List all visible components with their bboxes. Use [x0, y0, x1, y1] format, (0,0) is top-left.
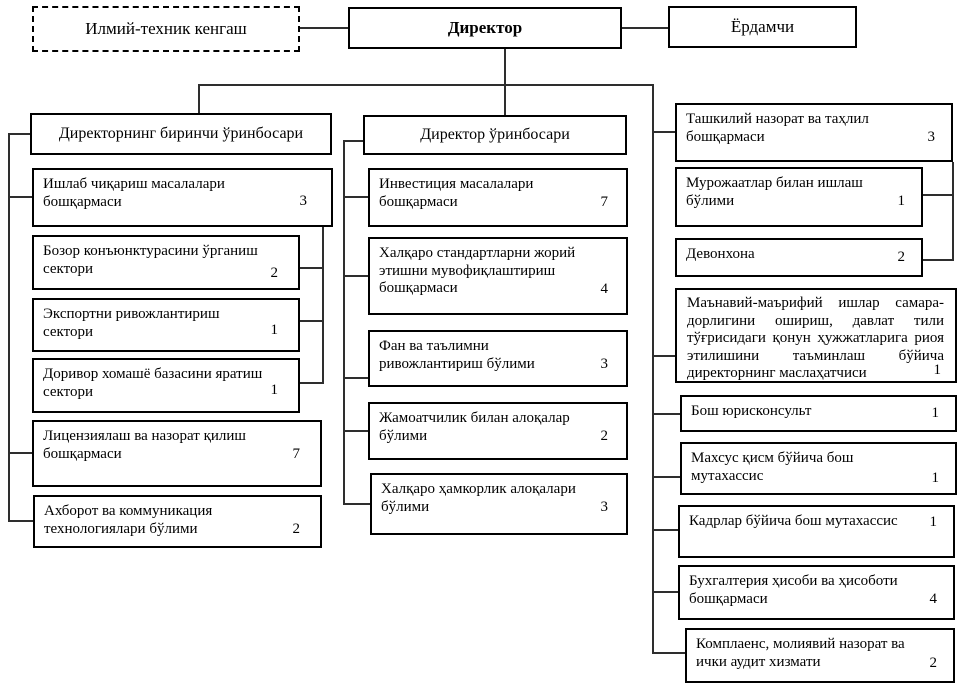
connector-line	[652, 652, 685, 654]
connector-line	[300, 27, 348, 29]
staff-count: 7	[600, 194, 608, 210]
box-label: Мурожаатлар билан ишлаш бўлими	[686, 175, 863, 209]
connector-line	[343, 140, 345, 505]
box-medicinal-raw-materials-sector	[32, 358, 300, 413]
box-assistant	[668, 6, 857, 48]
connector-line	[343, 377, 368, 379]
staff-count: 2	[897, 249, 905, 265]
box-first-deputy-director	[30, 113, 332, 155]
connector-line	[322, 227, 324, 384]
box-label: Махсус қисм бўйича бош мутахассис	[691, 450, 854, 484]
box-label: Инвестиция масалалари бошқармаси	[379, 176, 534, 210]
staff-count: 2	[292, 521, 300, 537]
connector-line	[343, 430, 368, 432]
box-export-development-sector	[32, 298, 300, 352]
connector-line	[923, 259, 953, 261]
staff-count: 1	[933, 362, 941, 378]
connector-line	[198, 84, 654, 86]
connector-line	[652, 529, 678, 531]
staff-count: 1	[929, 514, 937, 530]
box-label: Бозор конъюнктурасини ўрганиш сектори	[43, 243, 258, 277]
connector-line	[652, 591, 678, 593]
connector-line	[652, 84, 654, 654]
connector-line	[343, 275, 368, 277]
box-label: Халқаро ҳамкорлик алоқалари бўлими	[381, 481, 576, 515]
box-deputy-director	[363, 115, 627, 155]
staff-count: 3	[600, 356, 608, 372]
connector-line	[652, 413, 680, 415]
box-scientific-technical-council	[32, 6, 300, 52]
box-appeals-division	[675, 167, 923, 227]
connector-line	[952, 162, 954, 261]
box-chief-legal-counsel	[680, 395, 957, 432]
staff-count: 2	[600, 428, 608, 444]
staff-count: 3	[299, 193, 307, 209]
box-public-relations-division	[368, 402, 628, 460]
staff-count: 7	[292, 446, 300, 462]
box-label: Бухгалтерия ҳисоби ва ҳисоботи бошқармаси	[689, 573, 898, 607]
staff-count: 2	[929, 655, 937, 671]
box-compliance-audit-service	[685, 628, 955, 683]
connector-line	[504, 84, 506, 115]
box-chancellery	[675, 238, 923, 277]
box-investment-issues-department	[368, 168, 628, 227]
box-label: Директор ўринбосари	[420, 126, 570, 143]
box-label: Ташкилий назорат ва таҳлил бошқармаси	[686, 111, 869, 145]
box-international-standards-department	[368, 237, 628, 315]
staff-count: 1	[931, 405, 939, 421]
box-label: Ахборот ва коммуникация технологиялари бўлими	[44, 503, 213, 537]
connector-line	[652, 131, 675, 133]
box-spiritual-advisor	[675, 288, 957, 383]
box-label: Ишлаб чиқариш масалалари бошқармаси	[43, 176, 225, 210]
connector-line	[504, 49, 506, 84]
staff-count: 4	[929, 591, 937, 607]
connector-line	[8, 196, 32, 198]
box-label: Ёрдамчи	[730, 17, 795, 36]
box-organizational-control-department	[675, 103, 953, 162]
box-label: Бош юрисконсульт	[691, 403, 812, 419]
box-special-unit-chief-specialist	[680, 442, 957, 495]
staff-count: 3	[927, 129, 935, 145]
connector-line	[622, 27, 668, 29]
connector-line	[652, 476, 680, 478]
staff-count: 1	[931, 470, 939, 486]
box-market-conditions-sector	[32, 235, 300, 290]
connector-line	[300, 382, 322, 384]
box-ict-division	[33, 495, 322, 548]
connector-line	[300, 320, 322, 322]
staff-count: 1	[270, 382, 278, 398]
box-label: Кадрлар бўйича бош мутахассис	[689, 513, 898, 529]
box-director	[348, 7, 622, 49]
box-international-cooperation-division	[370, 473, 628, 535]
staff-count: 1	[270, 322, 278, 338]
staff-count: 4	[600, 281, 608, 297]
box-label: Фан ва таълимни ривожлантириш бўлими	[379, 338, 535, 372]
box-production-issues-department	[32, 168, 333, 227]
connector-line	[343, 503, 370, 505]
box-accounting-department	[678, 565, 955, 620]
box-label: Доривор хомашё базасини яратиш сектори	[43, 366, 263, 400]
box-label: Лицензиялаш ва назорат қилиш бошқармаси	[43, 428, 246, 462]
box-hr-chief-specialist	[678, 505, 955, 558]
connector-line	[8, 452, 32, 454]
box-label: Жамоатчилик билан алоқалар бўлими	[379, 410, 570, 444]
connector-line	[198, 84, 200, 113]
box-label: Девонхона	[686, 246, 755, 262]
box-label: Илмий-техник кенгаш	[85, 19, 247, 38]
staff-count: 3	[600, 499, 608, 515]
connector-line	[8, 520, 34, 522]
box-label: Директор	[447, 18, 523, 37]
connector-line	[300, 267, 322, 269]
box-label: Маънавий-маърифий ишлар самара-дорлигини ошириш, давлат тили тўғрисидаги қонун ҳужжатларига риоя этилишини таъминлаш бўйича директорнинг маслаҳатчиси	[687, 295, 944, 382]
connector-line	[8, 133, 30, 135]
box-science-education-division	[368, 330, 628, 387]
connector-line	[8, 133, 10, 522]
box-label: Директорнинг биринчи ўринбосари	[58, 125, 304, 142]
staff-count: 1	[897, 193, 905, 209]
connector-line	[923, 194, 953, 196]
box-licensing-control-department	[32, 420, 322, 487]
staff-count: 2	[270, 265, 278, 281]
box-label: Экспортни ривожлантириш сектори	[43, 306, 220, 340]
connector-line	[343, 140, 363, 142]
connector-line	[652, 355, 675, 357]
box-label: Халқаро стандартларни жорий этишни мувофиқлаштириш бошқармаси	[379, 245, 576, 296]
connector-line	[343, 196, 368, 198]
box-label: Комплаенс, молиявий назорат ва ички аудит хизмати	[696, 636, 905, 670]
